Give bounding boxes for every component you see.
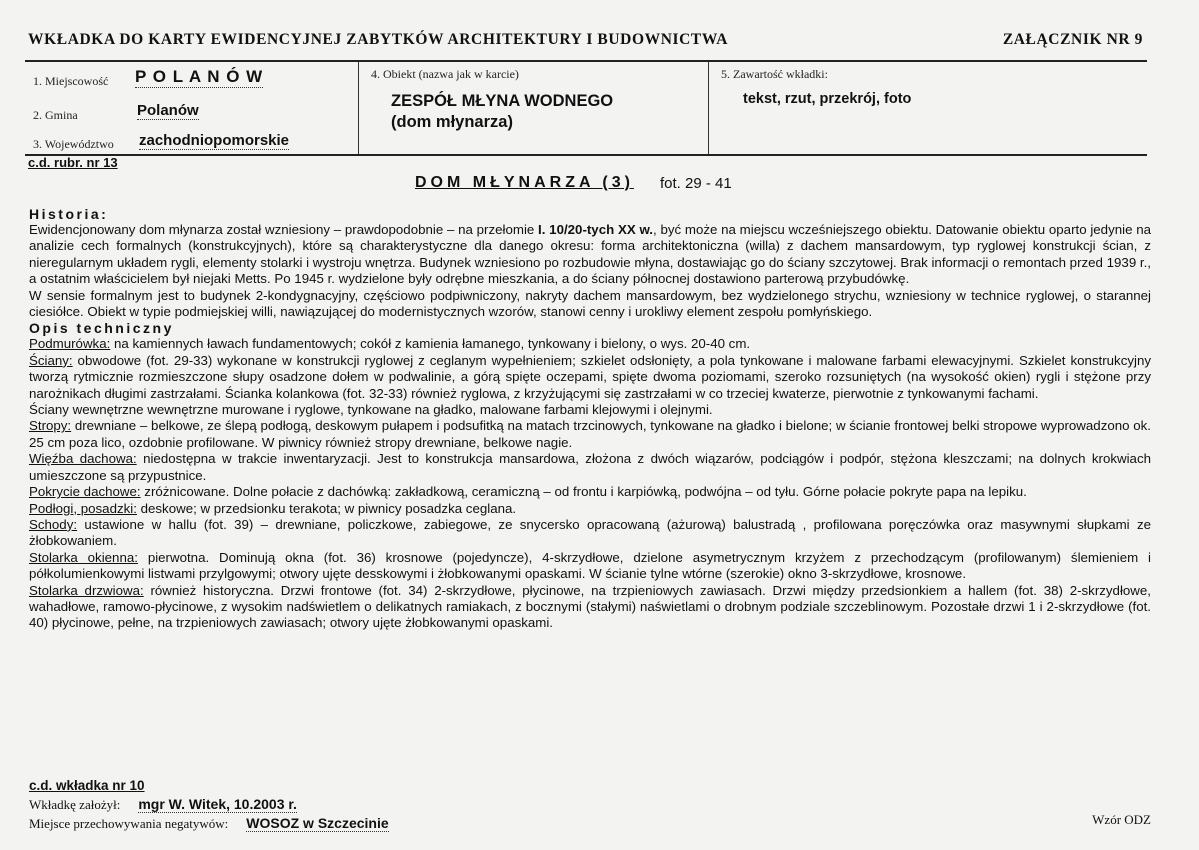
opis-item <box>29 550 1151 583</box>
author-value: mgr W. Witek, 10.2003 r. <box>138 796 297 812</box>
negatives-line <box>29 815 389 832</box>
opis-item <box>29 501 1151 517</box>
opis-item-text: niedostępna w trakcie inwentaryzacji. Jest to konstrukcja mansardowa, złożona z dwóch wiązarów, podciągów i podpór, stężona kleszczami; na dolnych krokwiach umieszczone są przypustnice. <box>29 451 1151 483</box>
opis-item-text: pierwotna. Dominują okna (fot. 36) krosnowe (pojedyncze), 4-skrzydłowe, dzielone asymetrycznym krzyżem z przechodzącym (profilowanym) ślemieniem i półkolumienkowymi listwami przylgowymi; otwory ujęte desskowymi i żłobkowanymi opaskami. W ścianie tylne wtórne (szerokie) okno 3-skrzydłowe, krosnowe. <box>29 549 1152 582</box>
opis-item-text: deskowe; w przedsionku terakota; w piwnicy posadzka ceglana. <box>136 500 517 516</box>
opis-item-text: drewniane – belkowe, ze ślepą podłogą, deskowym pułapem i podsufitką na matach trzcinowych, tynkowane na gładko i bielone; w ścianie frontowej belki stropowe wyprowadzono ok. 25 cm poza lico, ozdobnie profilowane. W piwnicy również stropy drewniane, belkowe nagie. <box>29 418 1151 450</box>
opis-item-text: obwodowe (fot. 29-33) wykonane w konstrukcji ryglowej z ceglanym wypełnieniem; szkielet odsłonięty, a pola tynkowane i malowane farbami elewacyjnymi. Szkielet konstrukcyjny tworzą rytmicznie rozmieszczone słupy osadzone dołem w podwalinie, a górą spięte oczepami, spięte dwoma poziomami, szeroko rozsuniętych (na wysokość okien) rygli i stężone przy narożnikach długimi zastrzałami. Ścianka kolankowa (fot. 32-33) również ryglowa, z krzyżującymi się zastrzałami w co trzeciej kwaterze, pierwotnie z tynkowanymi fachami. <box>29 352 1151 401</box>
opis-title: Opis techniczny <box>29 320 174 337</box>
opis-items <box>29 336 1151 631</box>
negatives-label: Miejsce przechowywania negatywów: <box>29 816 229 831</box>
opis-item <box>29 336 1151 352</box>
author-label: Wkładkę założył: <box>29 797 121 812</box>
opis-item <box>29 451 1151 484</box>
opis-item <box>29 484 1151 500</box>
zawartosc-label: 5. Zawartość wkładki: <box>721 67 828 81</box>
opis-item-label: Stolarka drzwiowa: <box>29 582 144 598</box>
historia-date: I. 10/20-tych XX w. <box>538 222 653 237</box>
author-line <box>29 796 297 813</box>
gmina-value: Polanów <box>137 102 199 119</box>
opis-item-label: Stolarka okienna: <box>29 549 138 565</box>
opis-item-text: Ściany wewnętrzne wewnętrzne murowane i ryglowe, tynkowane na gładko, malowane farbami klejowymi i olejnymi. <box>29 402 713 418</box>
opis-item-label: Więźba dachowa: <box>29 451 137 467</box>
obiekt-value-line1: ZESPÓŁ MŁYNA WODNEGO <box>391 92 614 110</box>
document-body <box>29 206 1151 632</box>
continuation-insert: c.d. wkładka nr 10 <box>29 778 145 793</box>
zawartosc-value: tekst, rzut, przekrój, foto <box>743 91 912 107</box>
section-heading-photos: fot. 29 - 41 <box>660 175 732 192</box>
form-title: WKŁADKA DO KARTY EWIDENCYJNEJ ZABYTKÓW ARCHITEKTURY I BUDOWNICTWA <box>28 31 729 48</box>
opis-item <box>29 583 1151 632</box>
opis-item-label: Schody: <box>29 516 78 532</box>
historia-paragraph-2: W sensie formalnym jest to budynek 2-kondygnacyjny, częściowo podpiwniczony, nakryty dachem mansardowym, bez wydzielonego strychu, wzniesiony w technice ryglowej, o starannej ciesiółce. Obiekt w typie podmiejskiej willi, nawiązującej do modernistycznych wzorów, stanowi cenny i urokliwy element zespołu pomłyńskiego. <box>29 287 1151 320</box>
opis-item-text: również historyczna. Drzwi frontowe (fot. 34) 2-skrzydłowe, płycinowe, na trzpieniowych zawiasach. Drzwi między przedsionkiem a hallem (fot. 38) 2-skrzydłowe, wahadłowe, ramowo-płycinowe, z wysokim nadświetlem o delikatnych ramiakach, z bocznymi (stałymi) naświetlami o drobnym podziale szczeblinowym. Pozostałe drzwi 1 i 2-skrzydłowe (fot. 40) płycinowe, pełne, na trzpieniowych zawiasach; otwory ujęte żłobkowanymi opaskami. <box>29 582 1151 631</box>
opis-item-label: Podłogi, posadzki: <box>29 500 137 516</box>
opis-item-text: ustawione w hallu (fot. 39) – drewniane, policzkowe, zabiegowe, ze snycersko opracowaną (ażurową) balustradą , profilowana poręczówka oraz masywnymi słupkami ze żłobkowaniem. <box>29 516 1151 549</box>
opis-item-label: Pokrycie dachowe: <box>29 484 141 500</box>
miejscowosc-label: 1. Miejscowość <box>33 74 109 88</box>
section-heading: DOM MŁYNARZA (3) <box>415 174 634 191</box>
opis-item-text: na kamiennych ławach fundamentowych; cokół z kamienia łamanego, tynkowany i bielony, o wys. 20-40 cm. <box>110 336 751 352</box>
historia-paragraph-1 <box>29 222 1151 288</box>
obiekt-value-line2: (dom młynarza) <box>391 113 513 131</box>
form-template-mark: Wzór ODZ <box>1092 812 1151 827</box>
continuation-rubric: c.d. rubr. nr 13 <box>28 155 118 170</box>
gmina-label: 2. Gmina <box>33 108 78 122</box>
column-divider <box>708 62 709 154</box>
wojewodztwo-label: 3. Województwo <box>33 137 114 151</box>
column-divider <box>358 62 359 154</box>
opis-item <box>29 418 1151 451</box>
attachment-number: ZAŁĄCZNIK NR 9 <box>1002 31 1143 48</box>
opis-item <box>29 402 1151 418</box>
historia-text: , być może na miejscu wcześniejszego obiektu. Datowanie obiektu oparto jedynie na analizie cech formalnych (konstrukcyjnych), które są charakterystyczne dla danego okresu: forma architektoniczna (willa) z dachem mansardowym, typ ryglowej konstrukcji ścian, z nieregularnym układem rygli, elementy stolarki i wystroju wnętrza. Budynek wzniesiono po rozbudowie młyna, dostawiając go do ściany szczytowej. Brak informacji o remontach przed 1939 r., a ostatnim właścicielem był niejaki Metts. Po 1945 r. wydzielone były odrębne mieszkania, a do ściany północnej dostawiono parterową przybudówkę. <box>29 222 1152 287</box>
historia-text: Ewidencjonowany dom młynarza został wzniesiony – prawdopodobnie – na przełomie <box>29 222 539 237</box>
negatives-value: WOSOZ w Szczecinie <box>246 815 389 831</box>
opis-item-label: Podmurówka: <box>29 336 111 352</box>
opis-item-label: Ściany: <box>29 352 73 368</box>
obiekt-label: 4. Obiekt (nazwa jak w karcie) <box>371 67 519 81</box>
miejscowosc-value: P O L A N Ó W <box>135 67 264 86</box>
historia-title: Historia: <box>29 206 109 222</box>
opis-item <box>29 353 1151 402</box>
fields-box <box>25 60 1147 156</box>
opis-item <box>29 517 1151 550</box>
opis-item-text: zróżnicowane. Dolne połacie z dachówką: zakładkową, ceramiczną – od frontu i karpiówką, podwójna – od tyłu. Górne połacie pokryte papa na lepiku. <box>140 484 1027 500</box>
wojewodztwo-value: zachodniopomorskie <box>139 132 290 149</box>
opis-item-label: Stropy: <box>29 418 72 434</box>
obiekt-value <box>391 91 613 133</box>
